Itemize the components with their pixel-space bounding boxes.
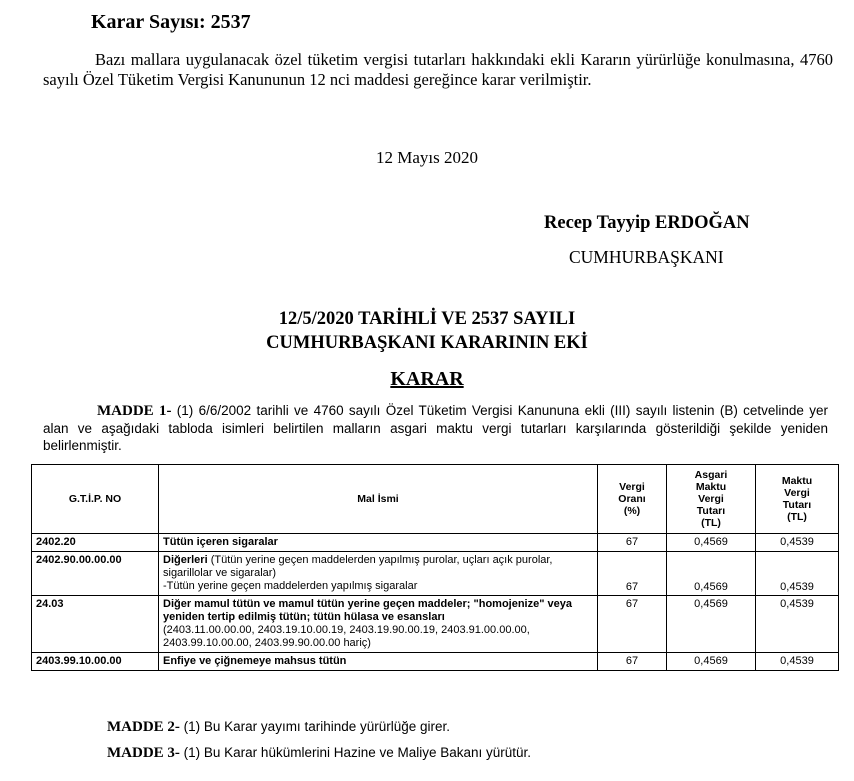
col-fixed-line: Maktu [781,475,813,487]
col-fixed-line: Vergi [784,487,810,499]
row-fixed-tax: 0,4539 [756,596,839,653]
row-name-bold: Diğer mamul tütün ve mamul tütün yerine geçen maddeler; "homojenize" veya yeniden tertip edilmiş tütün; tütün hülasa ve esansları [163,598,572,623]
table-row [32,552,839,596]
row-code: 2403.99.10.00.00 [32,653,159,671]
signer-title: CUMHURBAŞKANI [569,247,724,267]
row-min-tax: 0,4569 [667,596,756,653]
row-rate: 67 [598,596,667,653]
karar-heading: KARAR [390,368,464,390]
row-rate: 67 [598,653,667,671]
table-row [32,534,839,552]
row-name-bold: Diğerleri [163,554,208,566]
col-min-line: Asgari [694,469,728,481]
intro-paragraph: Bazı mallara uygulanacak özel tüketim vergisi tutarları hakkındaki ekli Kararın yürürlüğe konulmasına, 4760 sayılı Özel Tüketim Vergisi Kanununun 12 nci maddesi gereğince karar verilmiştir. [43,50,833,89]
tax-table [31,464,839,671]
decision-date: 12 Mayıs 2020 [376,148,478,167]
col-min-line: Maktu [695,481,727,493]
annex-title [0,307,854,355]
row-name-sub: -Tütün yerine geçen maddelerden yapılmış sigaralar [163,580,418,592]
row-code: 24.03 [32,596,159,653]
col-min-line: Tutarı [696,505,726,517]
row-name [159,552,598,596]
col-name: Mal İsmi [159,465,598,534]
row-code: 2402.20 [32,534,159,552]
col-fixed-line: (TL) [787,511,807,523]
table-header-row [32,465,839,534]
article-1-text: (1) 6/6/2002 tarihli ve 4760 sayılı Özel Tüketim Vergisi Kanununa ekli (III) sayılı listenin (B) cetvelinde yer alan ve aşağıdaki tabloda isimleri belirtilen malların asgari maktu vergi tutarları karşılarında gösterildiği şekilde yeniden belirlenmiştir. [43,403,828,453]
row-min-tax: 0,4569 [667,552,756,596]
col-min-line: Vergi [698,493,724,505]
row-name-bold: Tütün içeren sigaralar [163,536,278,548]
signer-name: Recep Tayyip ERDOĞAN [544,213,750,233]
article-3-text: (1) Bu Karar hükümlerini Hazine ve Maliye Bakanı yürütür. [183,745,532,760]
decision-number: Karar Sayısı: 2537 [91,11,251,33]
article-1 [43,402,828,454]
row-fixed-tax: 0,4539 [756,534,839,552]
col-gtip: G.T.İ.P. NO [32,465,159,534]
col-rate-line: Vergi [619,481,645,493]
article-3 [107,745,531,762]
row-name [159,596,598,653]
col-rate-line: (%) [623,505,641,517]
col-min-tax [667,465,756,534]
col-min-line: (TL) [701,517,721,529]
row-name [159,653,598,671]
article-2-text: (1) Bu Karar yayımı tarihinde yürürlüğe girer. [183,719,451,734]
row-name-bold: Enfiye ve çiğnemeye mahsus tütün [163,655,347,667]
row-name [159,534,598,552]
col-rate [598,465,667,534]
article-3-label: MADDE 3- [107,745,180,761]
row-rate: 67 [598,552,667,596]
row-rate: 67 [598,534,667,552]
row-min-tax: 0,4569 [667,653,756,671]
col-fixed-line: Tutarı [782,499,812,511]
article-2 [107,719,450,736]
article-2-label: MADDE 2- [107,719,180,735]
annex-title-line2: CUMHURBAŞKANI KARARININ EKİ [266,333,588,353]
table-row [32,653,839,671]
table-row [32,596,839,653]
row-name-rest: (Tütün yerine geçen maddelerden yapılmış purolar, uçları açık purolar, sigarillolar ve sigaralar) [163,554,553,579]
row-code: 2402.90.00.00.00 [32,552,159,596]
row-fixed-tax: 0,4539 [756,653,839,671]
article-1-label: MADDE 1- [97,403,172,419]
annex-title-line1: 12/5/2020 TARİHLİ VE 2537 SAYILI [278,309,576,329]
row-name-sub: (2403.11.00.00.00, 2403.19.10.00.19, 2403.19.90.00.19, 2403.91.00.00.00, 2403.99.10.00.00, 2403.99.90.00.00 hariç) [163,624,530,649]
col-rate-line: Oranı [618,493,646,505]
row-fixed-tax: 0,4539 [756,552,839,596]
col-fixed-tax [756,465,839,534]
row-min-tax: 0,4569 [667,534,756,552]
